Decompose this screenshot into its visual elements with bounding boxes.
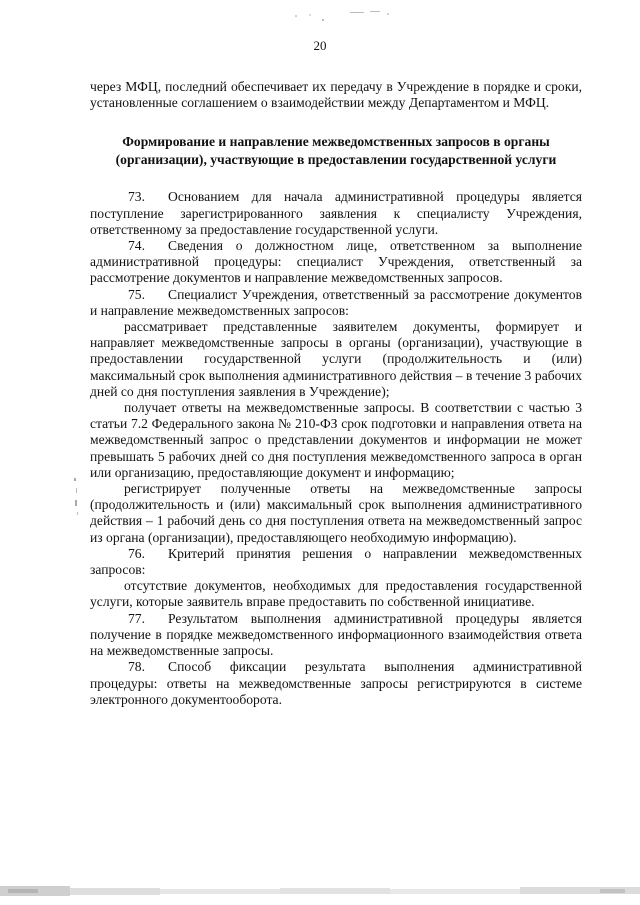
paragraph-text: Основанием для начала административной процедуры является поступление зарегистрированного заявления к специалисту Учреждения, ответственному за предоставление государственной услуги.: [90, 189, 582, 237]
subitem-absence-documents: отсутствие документов, необходимых для предоставления государственной услуги, которые заявитель вправе предоставить по собственной инициативе.: [90, 578, 582, 610]
scan-specks: [290, 6, 410, 22]
paragraph-text: Критерий принятия решения о направлении межведомственных запросов:: [90, 545, 582, 578]
paragraph-text: Результатом выполнения административной процедуры является получение в порядке межведомственного информационного взаимодействия ответа на межведомственные запросы.: [90, 610, 582, 659]
paragraph-number: 73.: [128, 189, 145, 205]
paragraph-number: 74.: [128, 238, 145, 254]
intro-paragraph: через МФЦ, последний обеспечивает их передачу в Учреждение в порядке и сроки, установленные соглашением о взаимодействии между Департаментом и МФЦ.: [90, 79, 582, 111]
paragraph-73: [90, 189, 582, 238]
subitem-receive-answers: получает ответы на межведомственные запросы. В соответствии с частью 3 статьи 7.2 Федерального закона № 210-ФЗ срок подготовки и направления ответа на межведомственный запрос о представлении документов и информации не может превышать 5 рабочих дней со дня поступления межведомственного запроса в орган или организацию, предоставляющие документ и информацию;: [90, 400, 582, 480]
paragraph-number: 76.: [128, 545, 145, 561]
paragraph-74: [90, 238, 582, 287]
document-body: [90, 79, 582, 708]
paragraph-76: [90, 546, 582, 578]
scan-bottom-noise: [0, 876, 640, 905]
paragraph-text: Специалист Учреждения, ответственный за рассмотрение документов и направление межведомственных запросов:: [90, 286, 582, 318]
paragraph-number: 75.: [128, 286, 145, 302]
paragraph-78: [90, 659, 582, 708]
subitem-register-answers: регистрирует полученные ответы на межведомственные запросы (продолжительность и (или) максимальный срок выполнения административного действия – 1 рабочий день со дня поступления ответа на межведомственный запрос из органа (организации), предоставляющего необходимую информацию).: [90, 481, 582, 545]
paragraph-number: 78.: [128, 659, 145, 675]
paragraph-77: [90, 611, 582, 660]
paragraph-number: 77.: [128, 610, 145, 626]
subitem-consider-requests: рассматривает представленные заявителем документы, формирует и направляет межведомственные запросы в органы (организации), участвующие в предоставлении государственной услуги (продолжительность и (или) максимальный срок выполнения административного действия – в течение 3 рабочих дней со дня поступления заявления в Учреждение);: [90, 319, 582, 399]
paragraph-75: [90, 287, 582, 319]
page-number: 20: [313, 38, 327, 53]
paragraph-text: Сведения о должностном лице, ответственном за выполнение административной процедуры: специалист Учреждения, ответственный за рассмотрение документов и направление межведомственных запросов.: [90, 238, 582, 286]
section-title: Формирование и направление межведомственных запросов в органы (организации), участвующие в предоставлении государственной услуги: [115, 134, 557, 168]
paragraph-text: Способ фиксации результата выполнения административной процедуры: ответы на межведомственные запросы регистрируются в системе электронного документооборота.: [90, 659, 582, 707]
scan-margin-marks: [62, 478, 92, 528]
